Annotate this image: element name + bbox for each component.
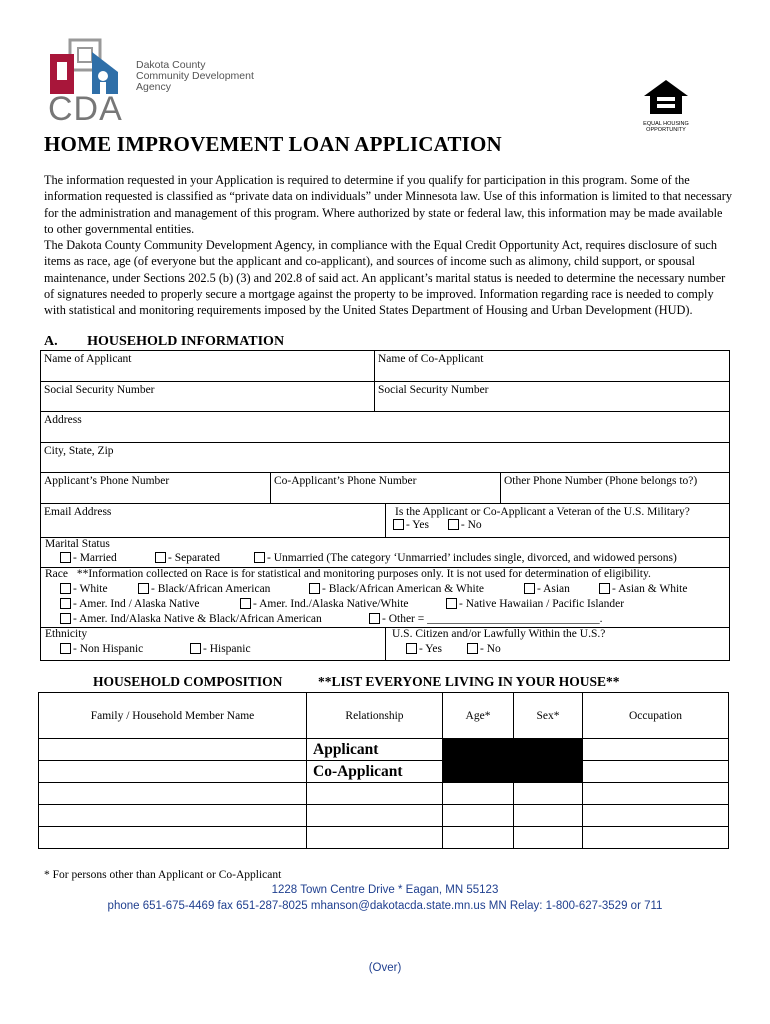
- section-title: HOUSEHOLD INFORMATION: [87, 334, 285, 349]
- email-label: Email Address: [44, 506, 112, 518]
- citizen-no-label: - No: [480, 643, 501, 655]
- race-black-white-label: - Black/African American & White: [322, 583, 485, 595]
- table-header-row: [39, 693, 729, 739]
- table-row[interactable]: [39, 805, 729, 827]
- race-hawaiian-checkbox[interactable]: [446, 598, 457, 609]
- race-other-label: - Other = ______________________________.: [382, 613, 603, 625]
- blacked-out-cell: [443, 761, 514, 783]
- race-black-checkbox[interactable]: [138, 583, 149, 594]
- other-phone-field[interactable]: [500, 472, 730, 504]
- address-field[interactable]: [40, 411, 730, 443]
- separated-label: - Separated: [168, 552, 221, 564]
- applicant-name-cell[interactable]: [39, 739, 307, 761]
- unmarried-checkbox[interactable]: [254, 552, 265, 563]
- blacked-out-cell: [514, 739, 583, 761]
- household-heading: HOUSEHOLD COMPOSITION: [93, 674, 283, 689]
- address-label: Address: [44, 414, 82, 426]
- equal-housing-icon: [642, 78, 690, 116]
- race-amer-ind-black-label: - Amer. Ind/Alaska Native & Black/African American: [73, 613, 322, 625]
- marital-label: Marital Status: [45, 538, 110, 550]
- coapplicant-name-field[interactable]: [374, 350, 730, 382]
- equal-housing-logo: [640, 78, 692, 132]
- hispanic-checkbox[interactable]: [190, 643, 201, 654]
- intro-paragraph-2: The Dakota County Community Development Agency, in compliance with the Equal Credit Opportunity Act, requires disclosure of such items as race, age (of everyone but the applicant and co-applicant), and sources of income such as alimony, child support, or spousal maintenance, under Sections 202.5 (b) (3) and 202.8 of said act. An applicant’s marital status is needed to determine the necessary number of signatures needed to properly secure a mortgage against the property to be improved. Information regarding race is needed to comply with statistical and monitoring requirements imposed by the United States Department of Housing and Urban Development (HUD).: [44, 238, 726, 318]
- col-sex: Sex*: [514, 693, 583, 739]
- email-field[interactable]: [40, 503, 386, 538]
- coapplicant-relationship-cell: Co-Applicant: [307, 761, 443, 783]
- footer-contact: phone 651-675-4469 fax 651-287-8025 mhanson@dakotacda.state.mn.us MN Relay: 1-800-627-3529 or 711: [107, 900, 663, 912]
- page-title: HOME IMPROVEMENT LOAN APPLICATION: [44, 132, 502, 156]
- citizen-no-checkbox[interactable]: [467, 643, 478, 654]
- separated-checkbox[interactable]: [155, 552, 166, 563]
- race-amer-ind-label: - Amer. Ind / Alaska Native: [73, 598, 200, 610]
- race-amer-ind-black-checkbox[interactable]: [60, 613, 71, 624]
- race-hawaiian-label: - Native Hawaiian / Pacific Islander: [459, 598, 625, 610]
- coapplicant-ssn-label: Social Security Number: [378, 384, 489, 396]
- coapplicant-phone-field[interactable]: [270, 472, 501, 504]
- hispanic-label: - Hispanic: [203, 643, 251, 655]
- applicant-occupation-cell[interactable]: [583, 739, 729, 761]
- applicant-phone-label: Applicant’s Phone Number: [44, 475, 170, 487]
- col-occupation: Occupation: [583, 693, 729, 739]
- eho-line-1: EQUAL HOUSING: [643, 121, 689, 127]
- race-asian-white-checkbox[interactable]: [599, 583, 610, 594]
- col-name: Family / Household Member Name: [39, 693, 307, 739]
- table-row[interactable]: [39, 739, 729, 761]
- household-table: [38, 692, 729, 849]
- footer-address: 1228 Town Centre Drive * Eagan, MN 55123: [271, 884, 499, 896]
- other-phone-label: Other Phone Number (Phone belongs to?): [504, 475, 698, 487]
- citizen-label: U.S. Citizen and/or Lawfully Within the U.S.?: [392, 628, 606, 640]
- cda-house-icon: [48, 38, 130, 96]
- applicant-name-label: Name of Applicant: [44, 353, 132, 365]
- cda-acronym: CDA: [48, 90, 123, 128]
- race-black-white-checkbox[interactable]: [309, 583, 320, 594]
- unmarried-label: - Unmarried (The category ‘Unmarried’ includes single, divorced, and widowed persons): [267, 552, 677, 564]
- coapplicant-name-label: Name of Co-Applicant: [378, 353, 484, 365]
- veteran-yes-label: - Yes: [406, 519, 430, 531]
- applicant-name-field[interactable]: [40, 350, 375, 382]
- race-asian-label: - Asian: [537, 583, 570, 595]
- ethnicity-label: Ethnicity: [45, 628, 88, 640]
- table-row[interactable]: [39, 783, 729, 805]
- race-black-label: - Black/African American: [151, 583, 271, 595]
- citizen-yes-checkbox[interactable]: [406, 643, 417, 654]
- race-asian-white-label: - Asian & White: [612, 583, 688, 595]
- non-hispanic-checkbox[interactable]: [60, 643, 71, 654]
- blacked-out-cell: [514, 761, 583, 783]
- married-checkbox[interactable]: [60, 552, 71, 563]
- married-label: - Married: [73, 552, 117, 564]
- veteran-label: Is the Applicant or Co-Applicant a Veteran of the U.S. Military?: [395, 506, 690, 518]
- coapplicant-phone-label: Co-Applicant’s Phone Number: [274, 475, 417, 487]
- table-row[interactable]: [39, 761, 729, 783]
- veteran-no-label: - No: [460, 519, 482, 531]
- applicant-phone-field[interactable]: [40, 472, 271, 504]
- race-white-checkbox[interactable]: [60, 583, 71, 594]
- race-asian-checkbox[interactable]: [524, 583, 535, 594]
- coapplicant-name-cell[interactable]: [39, 761, 307, 783]
- footnote: * For persons other than Applicant or Co-Applicant: [44, 869, 282, 881]
- col-relationship: Relationship: [307, 693, 443, 739]
- veteran-question: [385, 503, 730, 538]
- race-note: **Information collected on Race is for statistical and monitoring purposes only. It is not used for determination of eligibility.: [76, 568, 651, 580]
- household-subheading: **LIST EVERYONE LIVING IN YOUR HOUSE**: [318, 674, 620, 689]
- col-age: Age*: [443, 693, 514, 739]
- applicant-ssn-field[interactable]: [40, 381, 375, 412]
- org-line-1: Dakota County: [136, 59, 206, 71]
- race-amer-ind-checkbox[interactable]: [60, 598, 71, 609]
- city-state-zip-field[interactable]: [40, 442, 730, 473]
- race-amer-ind-white-checkbox[interactable]: [240, 598, 251, 609]
- section-letter: A.: [44, 334, 58, 349]
- blacked-out-cell: [443, 739, 514, 761]
- non-hispanic-label: - Non Hispanic: [73, 643, 144, 655]
- section-a-heading: [44, 334, 284, 350]
- veteran-no-checkbox[interactable]: [448, 519, 459, 530]
- city-label: City, State, Zip: [44, 445, 114, 457]
- eho-line-2: OPPORTUNITY: [646, 127, 686, 133]
- table-row[interactable]: [39, 827, 729, 849]
- coapplicant-ssn-field[interactable]: [374, 381, 730, 412]
- over-indicator: (Over): [368, 962, 402, 974]
- race-white-label: - White: [73, 583, 108, 595]
- race-other-checkbox[interactable]: [369, 613, 380, 624]
- citizen-yes-label: - Yes: [419, 643, 443, 655]
- veteran-yes-checkbox[interactable]: [393, 519, 404, 530]
- org-line-3: Agency: [136, 81, 172, 93]
- coapplicant-occupation-cell[interactable]: [583, 761, 729, 783]
- race-label: Race: [45, 568, 68, 580]
- cda-logo: [48, 38, 278, 128]
- applicant-ssn-label: Social Security Number: [44, 384, 155, 396]
- applicant-relationship-cell: Applicant: [307, 739, 443, 761]
- org-line-2: Community Development: [136, 70, 254, 82]
- intro-paragraph-1: The information requested in your Application is required to determine if you qualify for participation in this program. Some of the information requested is classified as “private data on individuals” under Minnesota law. Use of this information is limited to that necessary for the administration and management of this program. Where authorized by state or federal law, this information may be made available to other governmental entities.: [44, 173, 732, 236]
- race-amer-ind-white-label: - Amer. Ind./Alaska Native/White: [253, 598, 409, 610]
